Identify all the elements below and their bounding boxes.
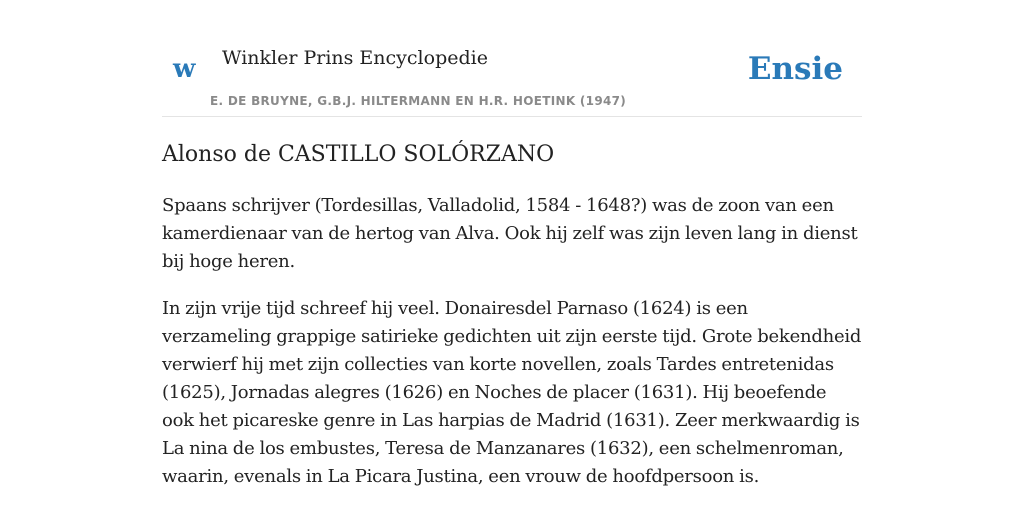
article-paragraph: In zijn vrije tijd schreef hij veel. Donairesdel Parnaso (1624) is een verzameling grappige satirieke gedichten uit zijn eerste tijd. Grote bekendheid verwierf hij met zijn collecties van korte novellen, zoals Tardes entretenidas (1625), Jornadas alegres (1626) en Noches de placer (1631). Hij beoefende ook het picareske genre in Las harpias de Madrid (1631). Zeer merkwaardig is La nina de los embustes, Teresa de Manzanares (1632), een schelmenroman, waarin, evenals in La Picara Justina, een vrouw de hoofdpersoon is. (162, 298, 862, 487)
article-paragraph: Spaans schrijver (Tordesillas, Valladolid, 1584 - 1648?) was de zoon van een kamerdienaar van de hertog van Alva. Ook hij zelf was zijn leven lang in dienst bij hoge heren. (162, 195, 858, 272)
article-title: Alonso de CASTILLO SOLÓRZANO (162, 142, 555, 167)
source-header (162, 0, 862, 117)
winkler-prins-logo[interactable]: w (173, 54, 196, 84)
source-authors: E. DE BRUYNE, G.B.J. HILTERMANN EN H.R. HOETINK (1947) (210, 94, 627, 108)
source-title[interactable]: Winkler Prins Encyclopedie (222, 47, 488, 69)
ensie-logo[interactable]: Ensie (747, 51, 843, 87)
article (162, 138, 862, 491)
